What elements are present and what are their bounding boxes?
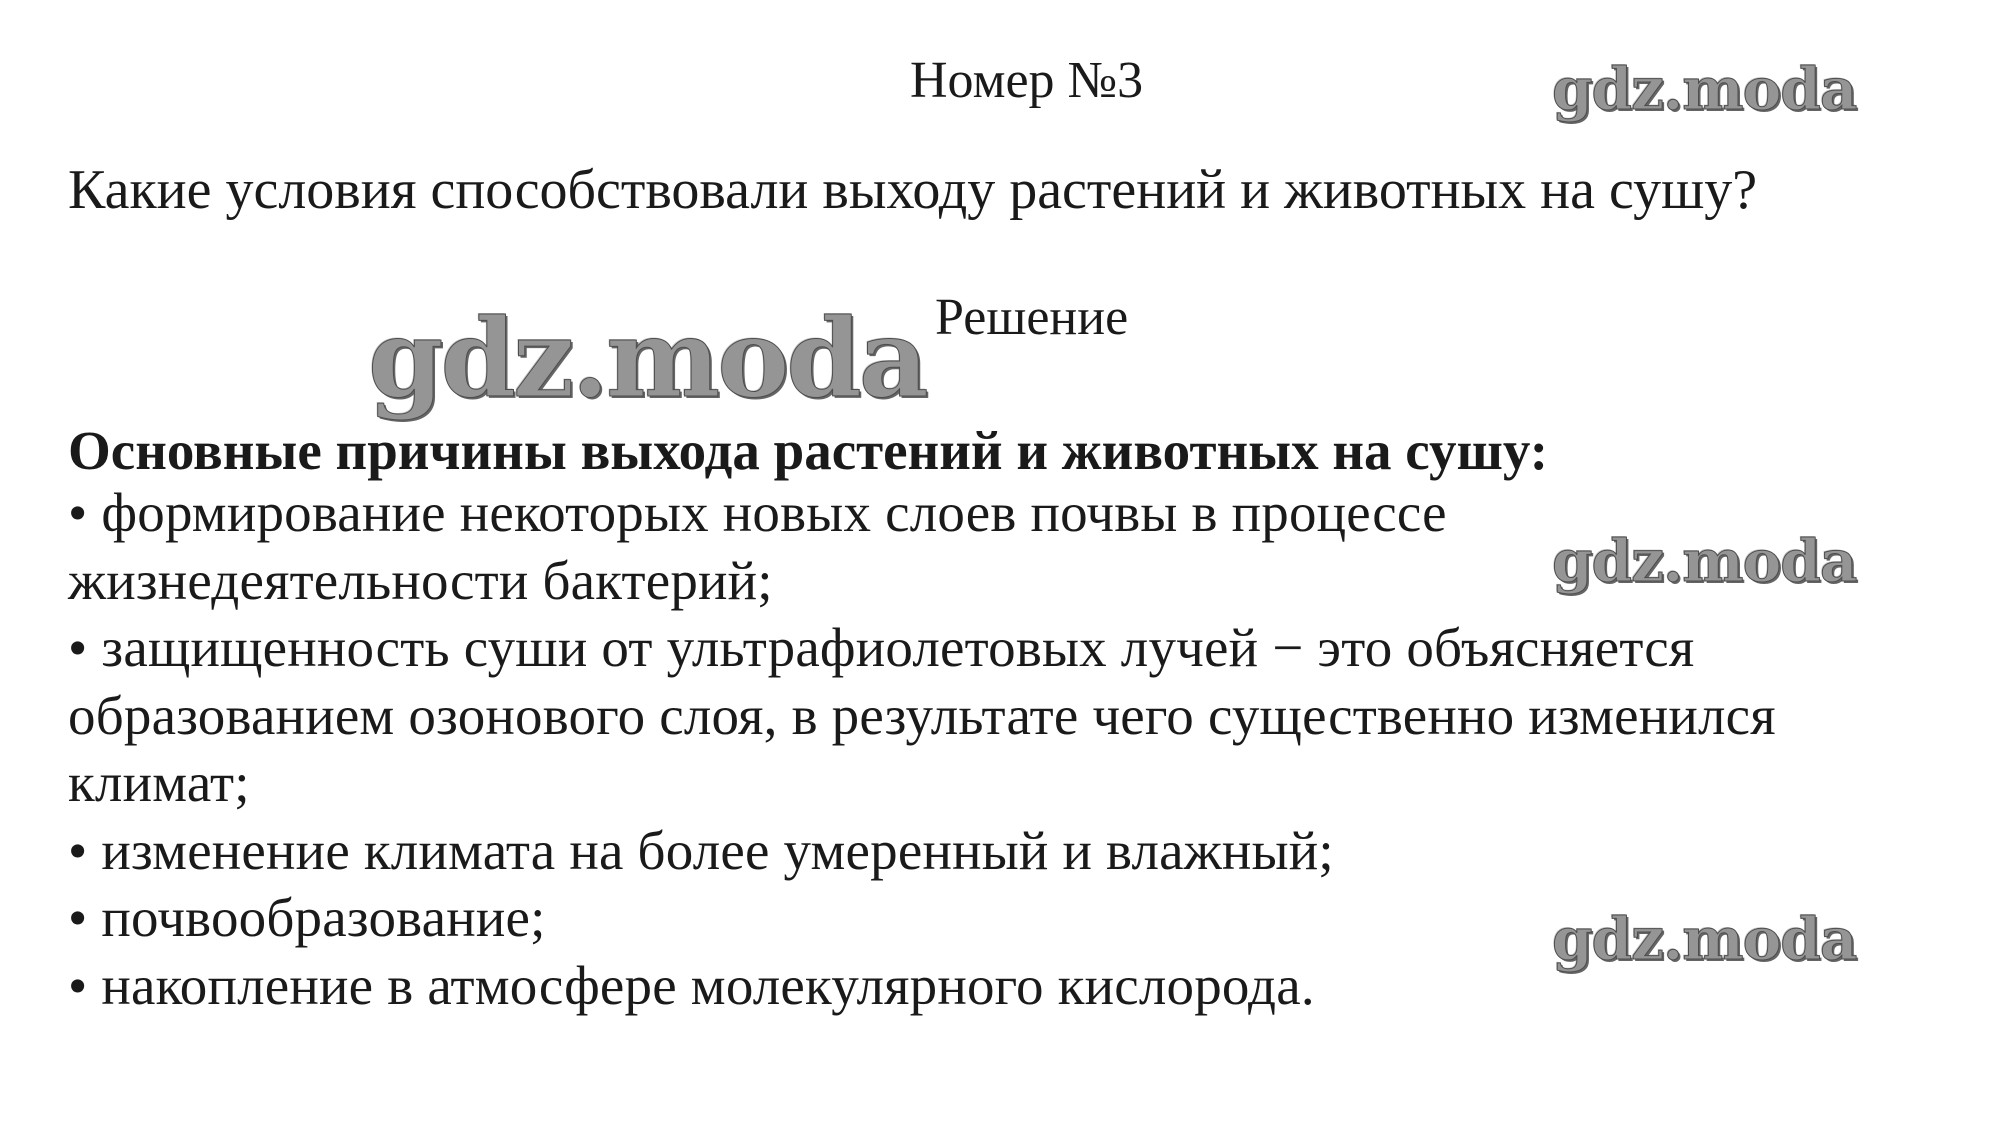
answer-line: • защищенность суши от ультрафиолетовых лучей − это объясняется bbox=[68, 617, 1695, 678]
answer-line: • формирование некоторых новых слоев почвы в процессе bbox=[68, 482, 1447, 543]
problem-number-title: Номер №3 bbox=[910, 52, 1144, 109]
question-text: Какие условия способствовали выходу растений и животных на сушу? bbox=[68, 159, 1758, 221]
answer-heading: Основные причины выхода растений и животных на сушу: bbox=[68, 420, 1549, 481]
answer-line: • изменение климата на более умеренный и влажный; bbox=[68, 820, 1334, 881]
answer-line: жизнедеятельности бактерий; bbox=[68, 550, 773, 611]
solution-title: Решение bbox=[935, 289, 1129, 346]
answer-line: • почвообразование; bbox=[68, 887, 546, 948]
watermark-logo: gdz.moda bbox=[368, 296, 926, 422]
watermark-logo: gdz.moda bbox=[1552, 527, 1857, 595]
watermark-logo: gdz.moda bbox=[1552, 905, 1857, 973]
answer-line: климат; bbox=[68, 752, 250, 813]
answer-line: образованием озонового слоя, в результате чего существенно изменился bbox=[68, 685, 1776, 746]
answer-line: • накопление в атмосфере молекулярного кислорода. bbox=[68, 955, 1315, 1016]
watermark-logo: gdz.moda bbox=[1552, 55, 1857, 123]
